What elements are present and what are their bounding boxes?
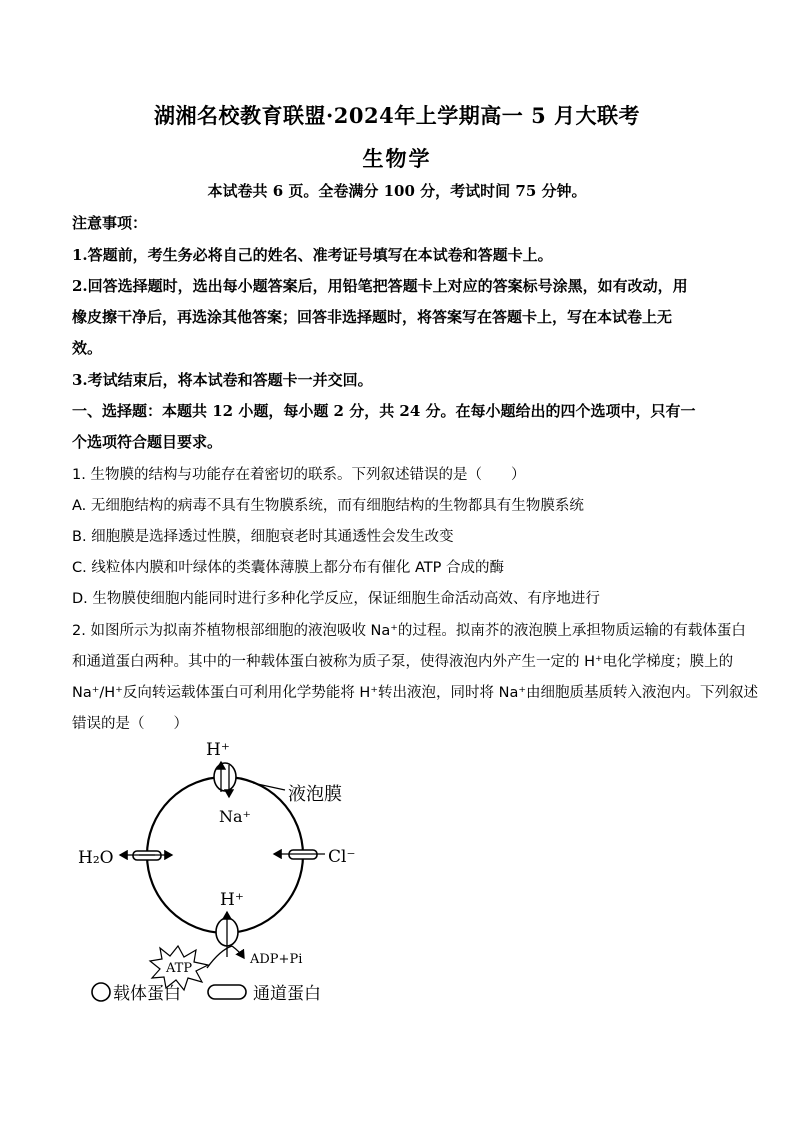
notice-item-2-line-1: 2.回答选择题时，选出每小题答案后，用铅笔把答题卡上对应的答案标号涂黑，如有改动，用 — [72, 277, 688, 295]
adp-arrow — [232, 946, 244, 958]
question-2-line-2: 和通道蛋白两种。其中的一种载体蛋白被称为质子泵，使得液泡内外产生一定的 H⁺电化学梯度；膜上的 — [72, 654, 734, 670]
question-1-option-c: C. 线粒体内膜和叶绿体的类囊体薄膜上都分布有催化 ATP 合成的酶 — [72, 560, 504, 576]
question-2-line-1: 2. 如图所示为拟南芥植物根部细胞的液泡吸收 Na⁺的过程。拟南芥的液泡膜上承担物质运输的有载体蛋白 — [72, 623, 746, 639]
legend-channel-symbol — [208, 985, 246, 999]
notice-item-1: 1.答题前，考生务必将自己的姓名、准考证号填写在本试卷和答题卡上。 — [72, 246, 553, 264]
atp-arrow — [207, 946, 232, 968]
notice-item-2-line-2: 橡皮擦干净后，再选涂其他答案；回答非选择题时，将答案写在答题卡上，写在本试卷上无 — [72, 308, 673, 326]
question-1-option-b: B. 细胞膜是选择透过性膜，细胞衰老时其通透性会发生改变 — [72, 529, 454, 545]
h2o-label: H₂O — [78, 848, 114, 868]
question-1-option-d: D. 生物膜使细胞内能同时进行多种化学反应，保证细胞生命活动高效、有序地进行 — [72, 591, 600, 607]
na-label: Na⁺ — [219, 807, 251, 826]
exam-info: 本试卷共 6 页。全卷满分 100 分，考试时间 75 分钟。 — [207, 182, 587, 200]
notice-item-2-line-3: 效。 — [72, 339, 103, 357]
antiporter-carrier — [214, 763, 236, 791]
notice-heading: 注意事项： — [72, 214, 148, 232]
subject-title: 生物学 — [362, 146, 432, 171]
legend-channel-label: 通道蛋白 — [253, 984, 321, 1004]
section-heading-line-2: 个选项符合题目要求。 — [72, 433, 223, 451]
question-2-line-4: 错误的是（ ） — [72, 716, 188, 732]
question-1-stem: 1. 生物膜的结构与功能存在着密切的联系。下列叙述错误的是（ ） — [72, 467, 526, 483]
membrane-label-pointer — [253, 783, 285, 790]
atp-label: ATP — [166, 961, 193, 976]
question-1-option-a: A. 无细胞结构的病毒不具有生物膜系统，而有细胞结构的生物都具有生物膜系统 — [72, 498, 584, 514]
h-top-label: H⁺ — [206, 740, 230, 760]
legend-carrier-label: 载体蛋白 — [113, 984, 181, 1004]
h-bottom-label: H⁺ — [220, 890, 244, 910]
adp-label: ADP+Pi — [250, 952, 303, 967]
exam-title: 湖湘名校教育联盟·2024年上学期高一 5 月大联考 — [154, 103, 640, 128]
membrane-label: 液泡膜 — [288, 784, 342, 805]
notice-item-3: 3.考试结束后，将本试卷和答题卡一并交回。 — [72, 371, 373, 389]
question-2-line-3: Na⁺/H⁺反向转运载体蛋白可利用化学势能将 H⁺转出液泡，同时将 Na⁺由细胞质基质转入液泡内。下列叙述 — [72, 685, 758, 701]
section-heading-line-1: 一、选择题：本题共 12 小题，每小题 2 分，共 24 分。在每小题给出的四个选项中，只有一 — [72, 402, 696, 420]
legend-carrier-symbol — [92, 983, 110, 1001]
cl-label: Cl⁻ — [328, 847, 356, 867]
